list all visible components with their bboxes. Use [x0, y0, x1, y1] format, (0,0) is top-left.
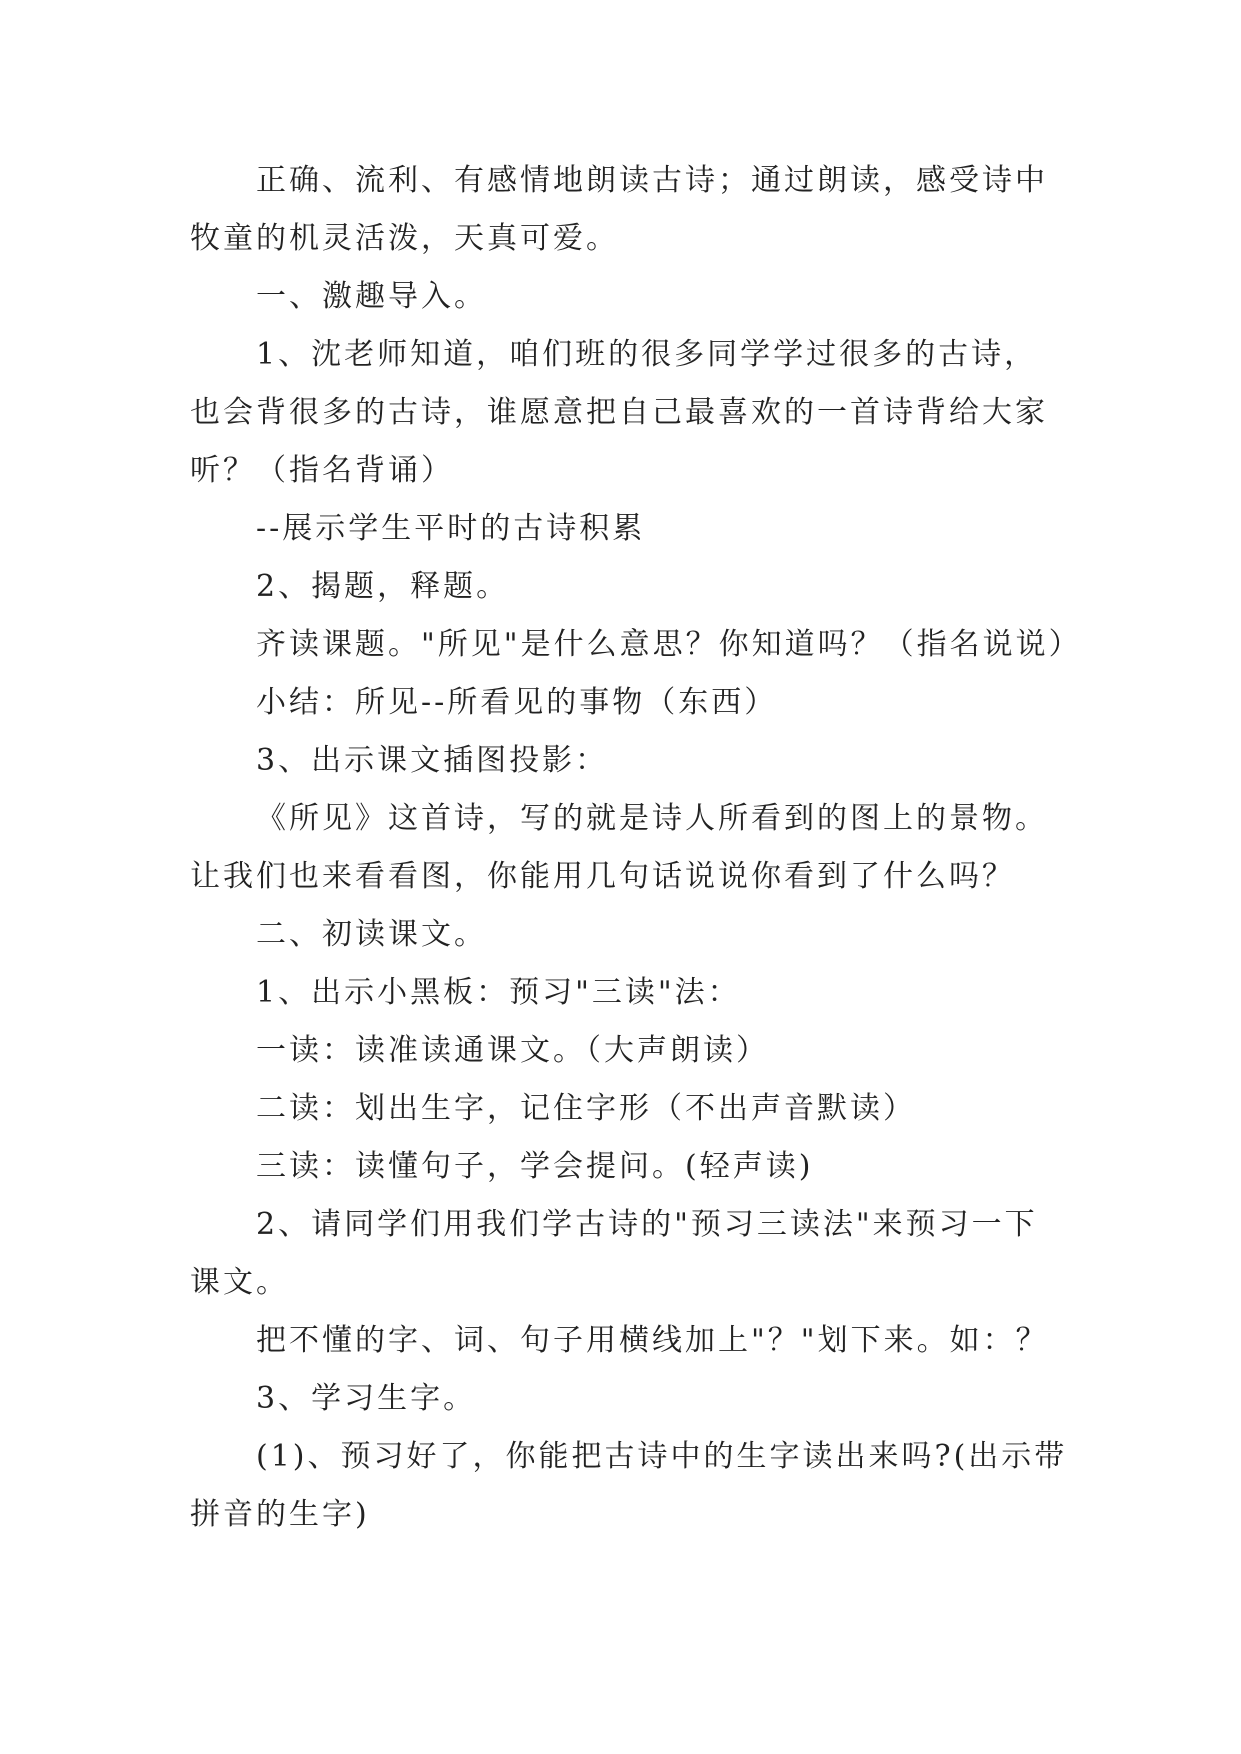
- paragraph-step-2: 2、揭题，释题。: [256, 569, 510, 604]
- paragraph-read-title: 齐读课题。"所见"是什么意思？你知道吗？（指名说说）: [256, 627, 1082, 662]
- paragraph-learn-characters: 3、学习生字。: [256, 1381, 477, 1416]
- heading-section-1: 一、激趣导入。: [256, 279, 487, 314]
- paragraph-preview: 2、请同学们用我们学古诗的"预习三读法"来预习一下课文。: [190, 1207, 1038, 1300]
- paragraph-step-1: 1、沈老师知道，咱们班的很多同学学过很多的古诗，也会背很多的古诗，谁愿意把自己最喜欢的一首诗背给大家听？（指名背诵）: [190, 337, 1048, 488]
- paragraph-read-three: 三读：读懂句子，学会提问。(轻声读): [256, 1149, 814, 1184]
- paragraph-mark-words: 把不懂的字、词、句子用横线加上"？"划下来。如：？: [256, 1323, 1049, 1358]
- paragraph-read-characters: (1)、预习好了，你能把古诗中的生字读出来吗?(出示带拼音的生字): [190, 1439, 1068, 1532]
- heading-section-2: 二、初读课文。: [256, 917, 487, 952]
- paragraph-poem-intro: 《所见》这首诗，写的就是诗人所看到的图上的景物。让我们也来看看图，你能用几句话说说你看到了什么吗？: [190, 801, 1048, 894]
- paragraph-goal: 正确、流利、有感情地朗读古诗；通过朗读，感受诗中牧童的机灵活泼，天真可爱。: [190, 163, 1048, 256]
- paragraph-blackboard: 1、出示小黑板：预习"三读"法：: [256, 975, 741, 1010]
- paragraph-read-two: 二读：划出生字，记住字形（不出声音默读）: [256, 1091, 916, 1126]
- paragraph-summary: 小结：所见--所看见的事物（东西）: [256, 685, 778, 720]
- paragraph-step-3: 3、出示课文插图投影：: [256, 743, 609, 778]
- paragraph-read-one: 一读：读准读通课文。（大声朗读）: [256, 1033, 769, 1068]
- paragraph-note: --展示学生平时的古诗积累: [256, 511, 646, 546]
- document-page: [190, 152, 1082, 1544]
